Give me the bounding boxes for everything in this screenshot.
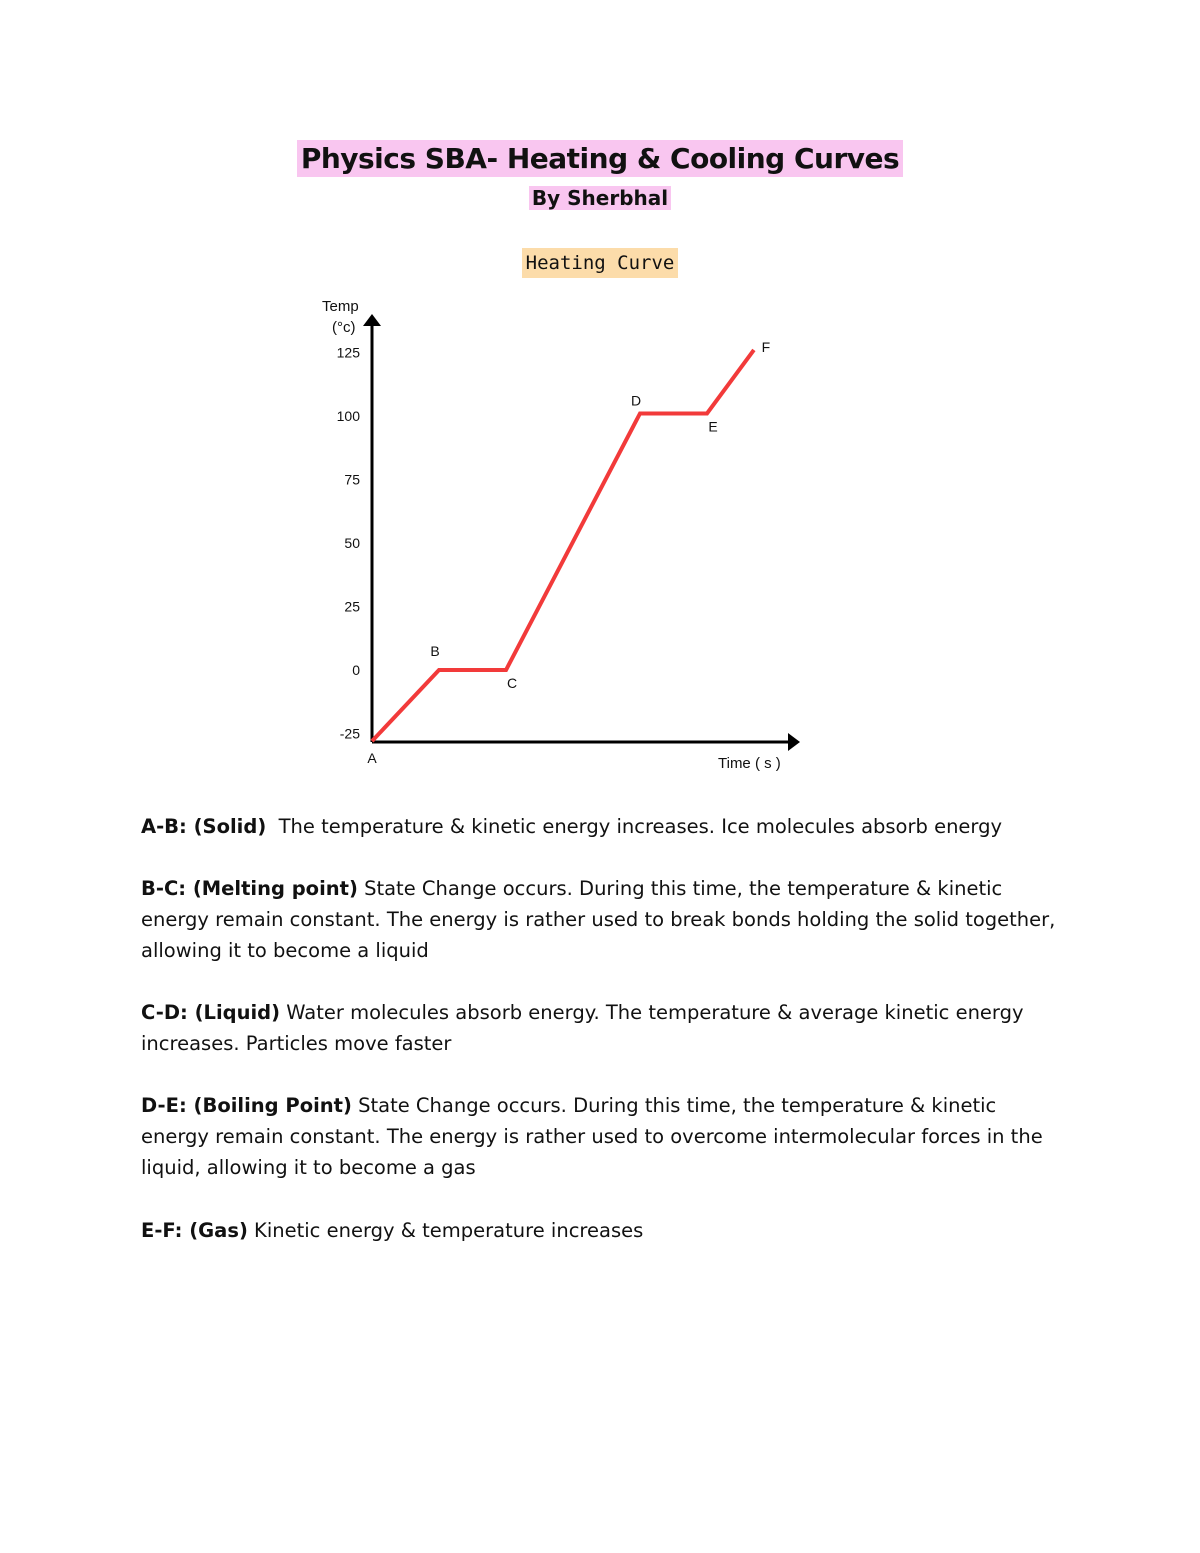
description-ef (141, 1215, 1061, 1246)
heating-curve-line (372, 350, 754, 741)
description-cd (141, 997, 1061, 1059)
description-ab (141, 811, 1061, 842)
y-tick-label: 0 (352, 662, 360, 678)
y-axis-label-line2: (°c) (332, 319, 356, 336)
y-tick-label: 100 (336, 408, 360, 424)
description-key: A-B: (Solid) (141, 815, 267, 838)
description-bc (141, 873, 1061, 966)
description-key: C-D: (Liquid) (141, 1001, 281, 1024)
point-label-b: B (430, 643, 440, 659)
x-axis-label: Time ( s ) (718, 755, 781, 772)
point-label-a: A (367, 750, 377, 767)
heating-curve-chart (300, 290, 820, 780)
y-tick-labels (337, 345, 361, 742)
y-axis-label-line1: Temp (322, 298, 359, 315)
y-tick-label: 25 (344, 598, 360, 615)
y-tick-label: 50 (344, 535, 360, 551)
description-text: State Change occurs. During this time, the temperature & kinetic energy remain constant. The energy is rather used to break bonds holding the solid together, allowing it to become a liquid (141, 877, 1056, 962)
document-title: Physics SBA- Heating & Cooling Curves (297, 140, 903, 177)
y-tick-label: 75 (344, 471, 360, 488)
subtitle-container (0, 248, 1200, 278)
document-author: By Sherbhal (529, 186, 671, 210)
author-container (0, 186, 1200, 210)
description-text: State Change occurs. During this time, the temperature & kinetic energy remain constant. The energy is rather used to overcome intermolecular forces in the liquid, allowing it to become a gas (141, 1094, 1043, 1179)
description-key: D-E: (Boiling Point) (141, 1094, 352, 1117)
y-tick-label: 125 (336, 344, 360, 361)
description-text: Water molecules absorb energy. The temperature & average kinetic energy increases. Particles move faster (141, 1001, 1024, 1055)
point-label-e: E (708, 418, 718, 435)
description-de (141, 1090, 1061, 1183)
point-label-c: C (506, 675, 518, 691)
y-axis-arrow-icon (363, 314, 381, 326)
x-axis-arrow-icon (788, 733, 800, 751)
y-tick-label: -25 (339, 725, 360, 742)
description-text: The temperature & kinetic energy increases. Ice molecules absorb energy (266, 815, 1003, 838)
section-subtitle: Heating Curve (522, 248, 679, 278)
description-key: B-C: (Melting point) (141, 877, 358, 900)
point-label-f: F (761, 338, 771, 355)
description-text: Kinetic energy & temperature increases (247, 1219, 644, 1242)
title-container (0, 140, 1200, 177)
point-label-d: D (630, 392, 642, 409)
description-key: E-F: (Gas) (141, 1219, 248, 1242)
